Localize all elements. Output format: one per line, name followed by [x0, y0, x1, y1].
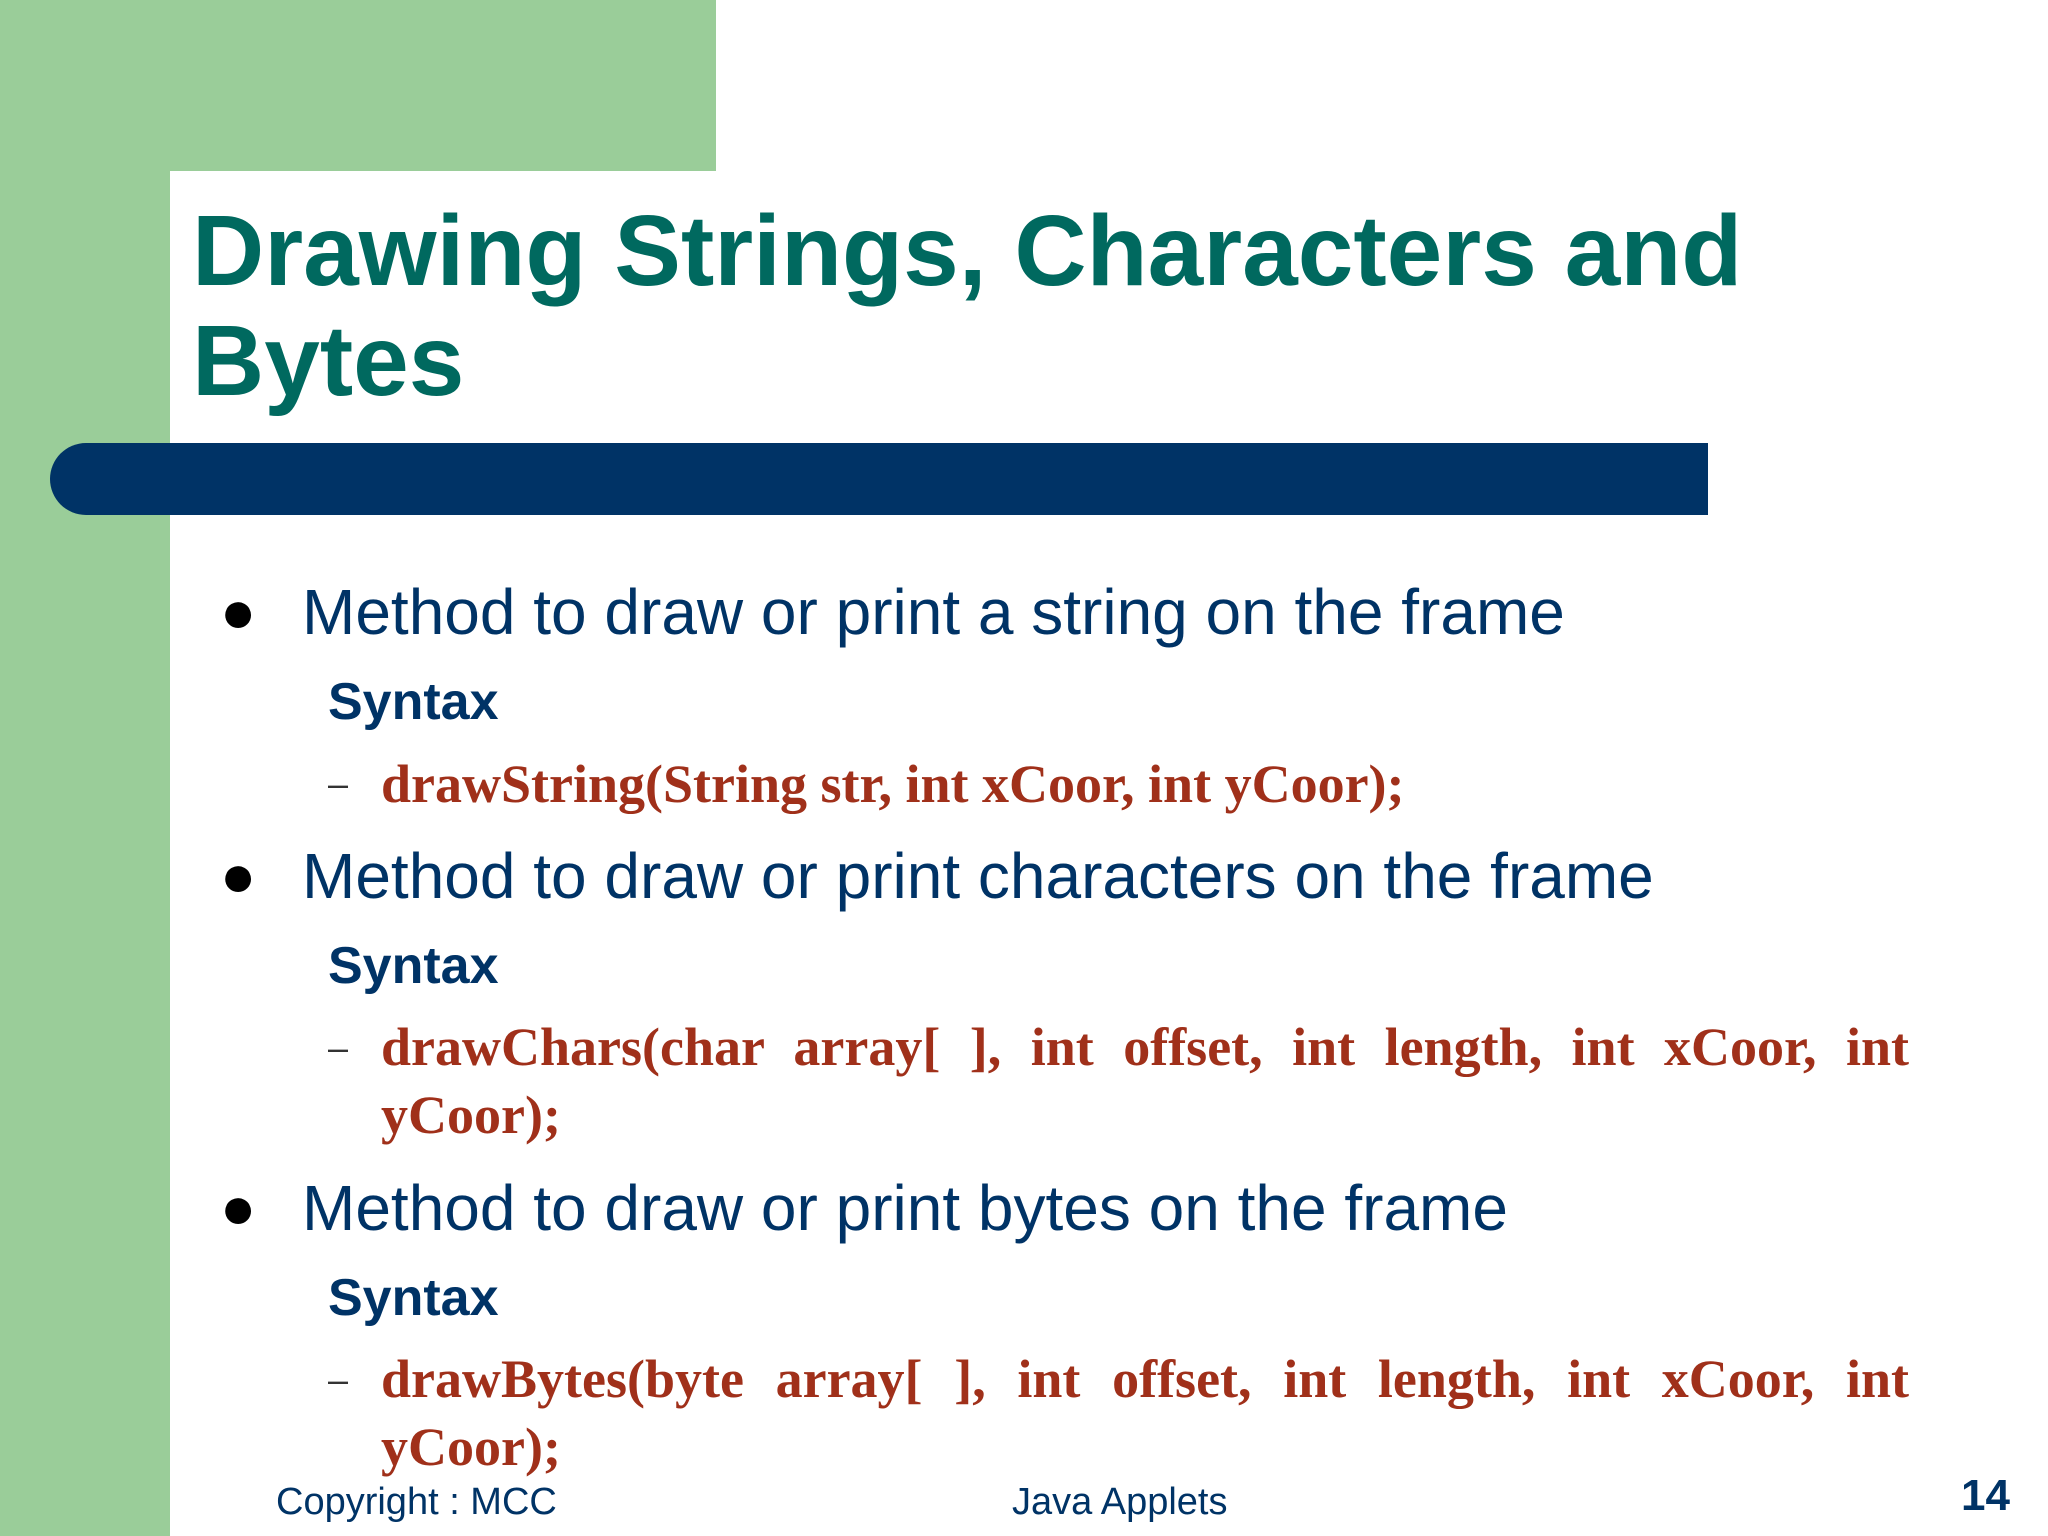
bullet-icon: ● [220, 1174, 257, 1241]
dash-icon: – [328, 1027, 349, 1068]
bullet-icon: ● [220, 578, 257, 645]
bullet-point-1: Method to draw or print a string on the frame [302, 576, 1565, 648]
slide-title: Drawing Strings, Characters and Bytes [192, 195, 1743, 417]
page-number: 14 [1961, 1471, 2010, 1520]
code-drawbytes: drawBytes(byte array[ ], int offset, int length, int xCoor, int yCoor); [381, 1349, 1909, 1477]
footer-copyright: Copyright : MCC [276, 1481, 557, 1523]
bullet-icon: ● [220, 842, 257, 909]
dash-icon: – [328, 1359, 349, 1400]
syntax-label-2: Syntax [328, 937, 499, 995]
code-drawchars: drawChars(char array[ ], int offset, int length, int xCoor, int yCoor); [381, 1017, 1909, 1145]
bullet-point-2: Method to draw or print characters on the frame [302, 840, 1654, 912]
code-drawstring: drawString(String str, int xCoor, int yCoor); [381, 754, 1405, 814]
bullet-point-3: Method to draw or print bytes on the frame [302, 1172, 1508, 1244]
dash-icon: – [328, 763, 349, 804]
syntax-label-3: Syntax [328, 1269, 499, 1327]
syntax-label-1: Syntax [328, 673, 499, 731]
footer-topic: Java Applets [1012, 1481, 1228, 1523]
